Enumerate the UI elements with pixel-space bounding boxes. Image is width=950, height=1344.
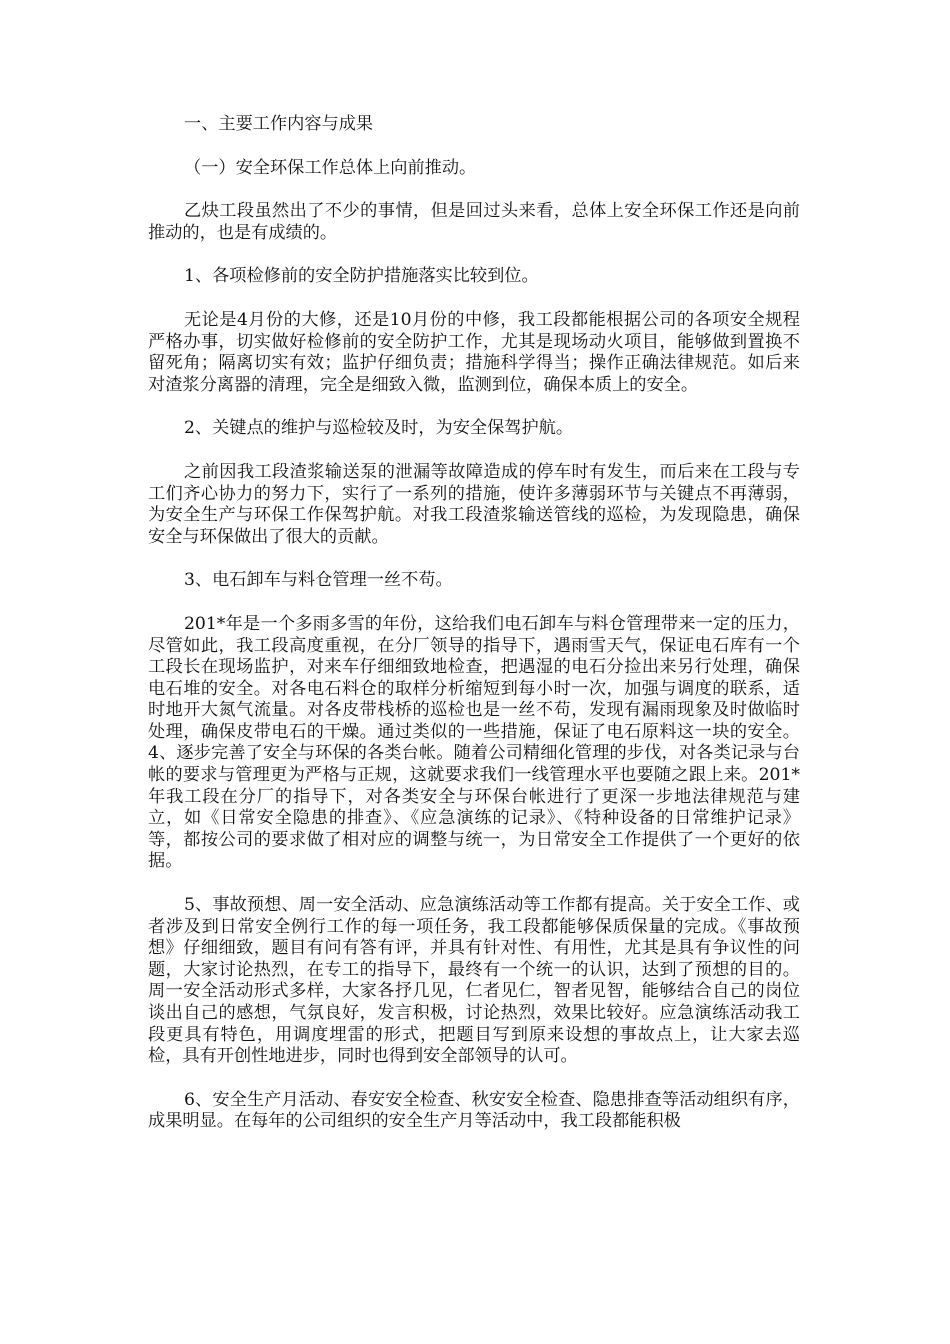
item-heading-1: 1、各项检修前的安全防护措施落实比较到位。	[184, 266, 539, 287]
subsection-heading: （一）安全环保工作总体上向前推动。	[184, 157, 477, 178]
item-heading-2: 2、关键点的维护与巡检较及时，为安全保驾护航。	[184, 418, 574, 439]
item-heading-3: 3、电石卸车与料仓管理一丝不苟。	[184, 570, 453, 591]
body-paragraph: 5、事故预想、周一安全活动、应急演练活动等工作都有提高。关于安全工作、或者涉及到日常安全例行工作的每一项任务，我工段都能够保质保量的完成。《事故预想》仔细细致，题目有问有答有评，并具有针对性、有用性，尤其是具有争议性的问题，大家讨论热烈，在专工的指导下，最终有一个统一的认识，达到了预想的目的。周一安全活动形式多样，大家各抒几见，仁者见仁，智者见智，能够结合自己的岗位谈出自己的感想，气氛良好，发言积极，讨论热烈，效果比较好。应急演练活动我工段更具有特色，用调度埋雷的形式，把题目写到原来设想的事故点上，让大家去巡检，具有开创性地进步，同时也得到安全部领导的认可。	[148, 895, 800, 1067]
section-heading: 一、主要工作内容与成果	[184, 114, 374, 134]
body-paragraph: 乙炔工段虽然出了不少的事情，但是回过头来看，总体上安全环保工作还是向前推动的，也是有成绩的。	[148, 201, 800, 243]
body-paragraph: 6、安全生产月活动、春安安全检查、秋安安全检查、隐患排查等活动组织有序，成果明显。在每年的公司组织的安全生产月等活动中，我工段都能积极	[148, 1089, 800, 1132]
body-paragraph: 之前因我工段渣浆输送泵的泄漏等故障造成的停车时有发生，而后来在工段与专工们齐心协力的努力下，实行了一系列的措施，使许多薄弱环节与关键点不再薄弱，为安全生产与环保工作保驾护航。对我工段渣浆输送管线的巡检，为发现隐患，确保安全与环保做出了很大的贡献。	[148, 461, 800, 547]
body-paragraph: 无论是4月份的大修，还是10月份的中修，我工段都能根据公司的各项安全规程严格办事，切实做好检修前的安全防护工作，尤其是现场动火项目，能够做到置换不留死角；隔离切实有效；监护仔细负责；措施科学得当；操作正确法律规范。如后来对渣浆分离器的清理，完全是细致入微，监测到位，确保本质上的安全。	[148, 309, 800, 395]
body-paragraph: 201*年是一个多雨多雪的年份，这给我们电石卸车与料仓管理带来一定的压力，尽管如此，我工段高度重视，在分厂领导的指导下，遇雨雪天气，保证电石库有一个工段长在现场监护，对来车仔细细致地检查，把遇湿的电石分捡出来另行处理，确保电石堆的安全。对各电石料仓的取样分析缩短到每小时一次，加强与调度的联系，适时地开大氮气流量。对各皮带栈桥的巡检也是一丝不苟，发现有漏雨现象及时做临时处理，确保皮带电石的干燥。通过类似的一些措施，保证了电石原料这一块的安全。4、逐步完善了安全与环保的各类台帐。随着公司精细化管理的步伐，对各类记录与台帐的要求与管理更为严格与正规，这就要求我们一线管理水平也要随之跟上来。201*年我工段在分厂的指导下，对各类安全与环保台帐进行了更深一步地法律规范与建立，如《日常安全隐患的排查》、《应急演练的记录》、《特种设备的日常维护记录》等，都按公司的要求做了相对应的调整与统一，为日常安全工作提供了一个更好的依据。	[148, 613, 800, 872]
